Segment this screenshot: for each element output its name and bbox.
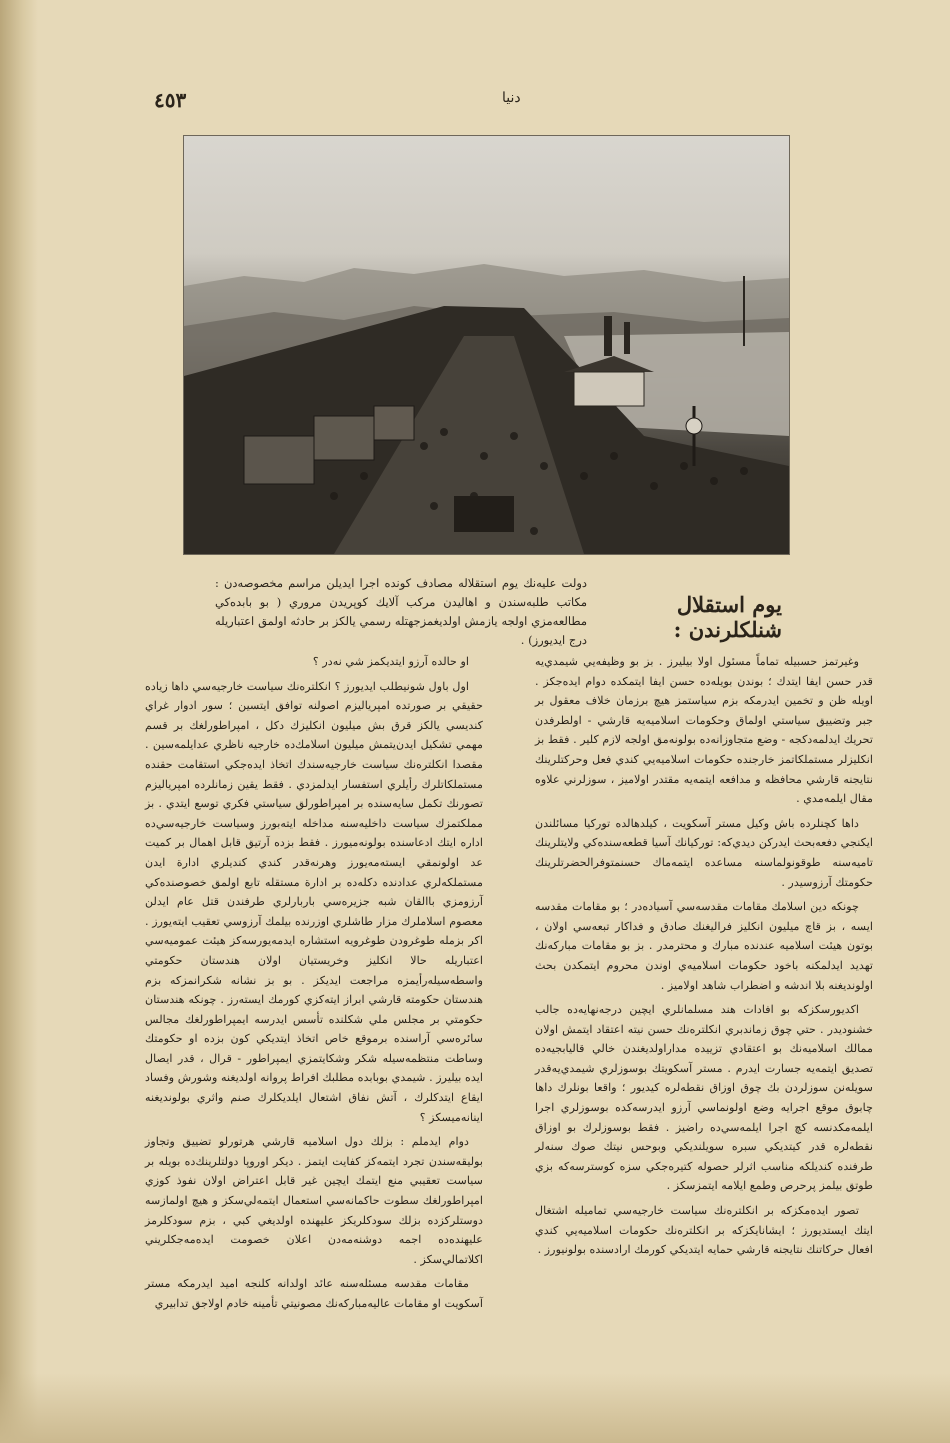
paragraph: اول باول شونيطلب ايديورز ؟ انكلتره‌نك سياست خارجيه‌سي داها زياده حقيقي بر صورتده امپرياليزم اصولنه توافق ايتسين ؛ سور ادوار غراي كنديسي يالكز قرق بش ميليون انكليزك دكل ، امپراطورلغك بر قسم مهمي تشكيل ايدن‌يتمش ميليون اسلامك‌ده خارجيه ناظري عدايلمه‌سين . مقصدا انكلتره‌نك سياست خارجيه‌سندك اتخاذ ايده‌جكي استقامت حقنده مستملكاتلرك رأيلري استفسار ايدلمزدي . فقط يقين زمانلرده امپرياليزم تصورنك تكمل سايه‌سنده بر امپراطورلق سياستي فكري توسع ايتدي . بز مملكتمزك سياست داخليه‌سنه مداخله ايته‌بورز وسياست خارجيه‌سي‌ده اداره ايتك ادعاسنده بولونه‌ميورز . فقط بزده آرتيق قابل اهمال بر كميت عد اولونمقي ايسته‌مه‌يورز وهرنه‌قدر كندي كنديلري ادارة ايدن مستملكه‌لري عدادنده دكله‌ده بر ادارة مستقله تابع اولمق خصوصنده‌كي آرزومزي باالقان شبه جزيره‌سي باربارلري طرفندن قتل عام ايدلن معصوم اسلاملرك مزار طاشلري اوزرنده بيلمك آرزوسي تعقيب ايته‌يورز . اكر بزمله طوغرودن طوغرويه استشاره ايدمه‌يورسه‌كز هيئت عموميه‌سي اعتباريله حالا انكليز وخريستيان اولان هندستان حكومتي واسطه‌سيله‌رأيمزه مراجعت ايديكز . بو بز نشانه شكرانمزكه بزم هندستان حكومته قارشي ابراز ايته‌كزي كورمك ايسته‌رز . چونكه هندستان حكومتي بر مجلس ملي شكلنده تأسس ايدرسه ايمپراطورلغك مجالس سائره‌سي آراسنده برموقع خاص اتخاذ ايتديكي كون بزده او حكومتك وساطت منتظمه‌سيله شكر وشكايتمزي ايمپراطور - قرال ، قدر ايصال ايده بيليرز . شيمدي بوبابده مطلبك افراط پروانه اولديغنه وشورش وفساد ايقاع ايتدكلرك ، آتش نفاق اشتعال ايلديكلرك صنم واثري بولونديغنه اينانه‌ميسكز ؟ <box>145 679 483 1124</box>
paragraph: تصور ايده‌مكزكه بر انكلتره‌نك سياست خارجيه‌سي تماميله اشتغال ايتك ايستديورز ؛ ايشانايكزكه بر انكلتره‌نك حكومات اسلاميه‌يي كندي افعال حركاتنك نتايجنه قارشي حمايه ايتديكي كورمك ارادسنده بولونيورز . <box>535 1204 873 1257</box>
caption-text: دولت عليه‌نك يوم استقلاله مصادف كونده اجرا ايديلن مراسم مخصوصه‌دن : مكاتب طلبه‌سندن و اهاليدن مركب آلايك كوپريدن مروري ( بو بابده‌كي مطالعه‌مزي اولجه يازمش اولديغمزجهتله رسمي يالكز بر حادثه اولمق اعتباريله درج ايديورز) . <box>215 576 587 647</box>
page-header <box>140 88 860 118</box>
paragraph: چونكه دين اسلامك مقامات مقدسه‌سي آسياده‌در ؛ بو مقامات مقدسه ايسه ، بز قاچ ميليون انكليز فراليغنك صادق و فداكار تبعه‌سي اولان ، بوتون هيئت اسلاميه عندنده مبارك و محترمدر . بز بو مقامات مباركه‌نك تهديد ايدلمكنه باخود حكومات اسلاميه‌ي اوندن محروم ايتمكدن بحث اولونديغنه بلا اندشه و اضطراب شاهد اولاميز . <box>535 900 873 992</box>
paragraph: وغيرتمز حسبيله تماماً مسئول اولا بيليرز . بز بو وظيفه‌يي شيمدي‌يه قدر حسن ايفا ايتدك ؛ بوندن بويله‌ده حسن ايفا ايتمكده دوام ايده‌جكز . اويله ظن و تخمين ايدرمكه بزم سياستمز هيچ برزمان خلاف معقول بر جبر وتضييق سياستي اولماق وحكومات اسلاميه‌يه قارشي - اولطرفدن تحريك ايدلمه‌دكجه - وضع متجاوزانه‌ده بولونه‌مق اولجه لازم كلير . فقط بز انكليزلر مستملكاتمز خارجنده حكومات اسلاميه‌يي كندي فعل وحركتلرينك نتايجنه قارشي محافظه و مدافعه ايتمه‌يه مقتدر اولاميز ، سوزلرني علاوه مقال ايلمه‌مدي . <box>535 655 873 806</box>
paragraph: داها كچنلرده باش وكيل مستر آسكويت ، كيلدهالده توركيا مسائلندن ايكنجي دفعه‌بحث ايدركن ديدي‌كه: توركيانك آسيا قطعه‌سنده‌كي ولايتلرينك تاميه‌سنه طوقونولماسنه مساعده ايتمه‌ماك حسنمتوفرالحضرتلرينك حكومتك آرزوسيدر . <box>535 816 873 889</box>
paragraph: اكديورسكزكه بو افادات هند مسلمانلري ايچين درجه‌نهايه‌ده جالب خشنوديدر . حتي چوق زماندبري انكلتره‌نك حسن نيته اعتقاد ايتمش اولان ممالك اسلاميه‌نك بو اعتقادي تزييده مداراولديغندن خالي قاليابجيه‌ده تصديق ايتمه‌يه جسارت ايدرم . مستر آسكويتك بوسوزلري شيمدي‌يه‌قدر سويله‌نن سوزلردن بك چوق اوزاق نقطه‌لره كيديور ؛ واقعا بونلرك داها چابوق موقع اجرايه وضع اولونماسي آرزو ايدرسه‌كده بوسوزلري اجرا ايلمه‌مكدنسه كچ اجرا ايلمه‌سي‌ده راضيز . فقط بوسوزلرك بو اوزاق نقطه‌لره قدر كيتديكي سبره سويلنديكي وبوحس نيتك صوك سنه‌لر طرفنده كنديلكه مناسب اثرلر حصوله كتيره‌جكي سزه كوسترسه‌كه بزي طوتق بيلمز پرحرص وطمع ايلامه ايتمزسكز . <box>535 1003 873 1193</box>
paragraph: مقامات مقدسه مسئله‌سنه عائد اولدانه كلنجه اميد ايدرمكه مستر آسكويت او مقامات عاليه‌مباركه‌نك مصونيتي تأمينه خادم اولاجق تدابيري <box>145 1277 483 1310</box>
paragraph: او حالده آرزو ايتديكمز شي نه‌در ؟ <box>312 655 469 668</box>
running-head: دنيا <box>502 90 521 106</box>
caption-title: يوم استقلال شنلكلرندن : <box>673 592 782 642</box>
page-bottom-shade <box>0 1373 950 1443</box>
left-column <box>145 652 483 1319</box>
right-column <box>535 652 873 1265</box>
page-number: ٤٥٣ <box>154 88 187 112</box>
paragraph: دوام ايدملم : بزلك دول اسلاميه قارشي هرتورلو تضييق وتجاوز بوليقه‌سندن تجرد ايتمه‌كز كفايت ايتمز . ديكر اوروپا دولتلرينك‌ده بويله بر سياست تعقيبي منع ايتمك ايچين غير قابل اعتراض اولان نفوذ كوزي امپراطورلغك سطوت حاكمانه‌سي استعمال ايتمه‌لي‌سكز و هيچ اولمازسه دوستلركزده بزلك سودكلريكز عليهنده اولديغي كبي ، بزم سودكلرمز عليهنده‌ده اجمه دوشنه‌مه‌دن اعلان خصومت ايده‌مه‌جكلريني‌ اكلاتمالي‌سكز . <box>145 1135 483 1266</box>
page-spine-shadow <box>0 0 38 1443</box>
photograph-icon <box>184 136 789 554</box>
photograph <box>183 135 790 555</box>
